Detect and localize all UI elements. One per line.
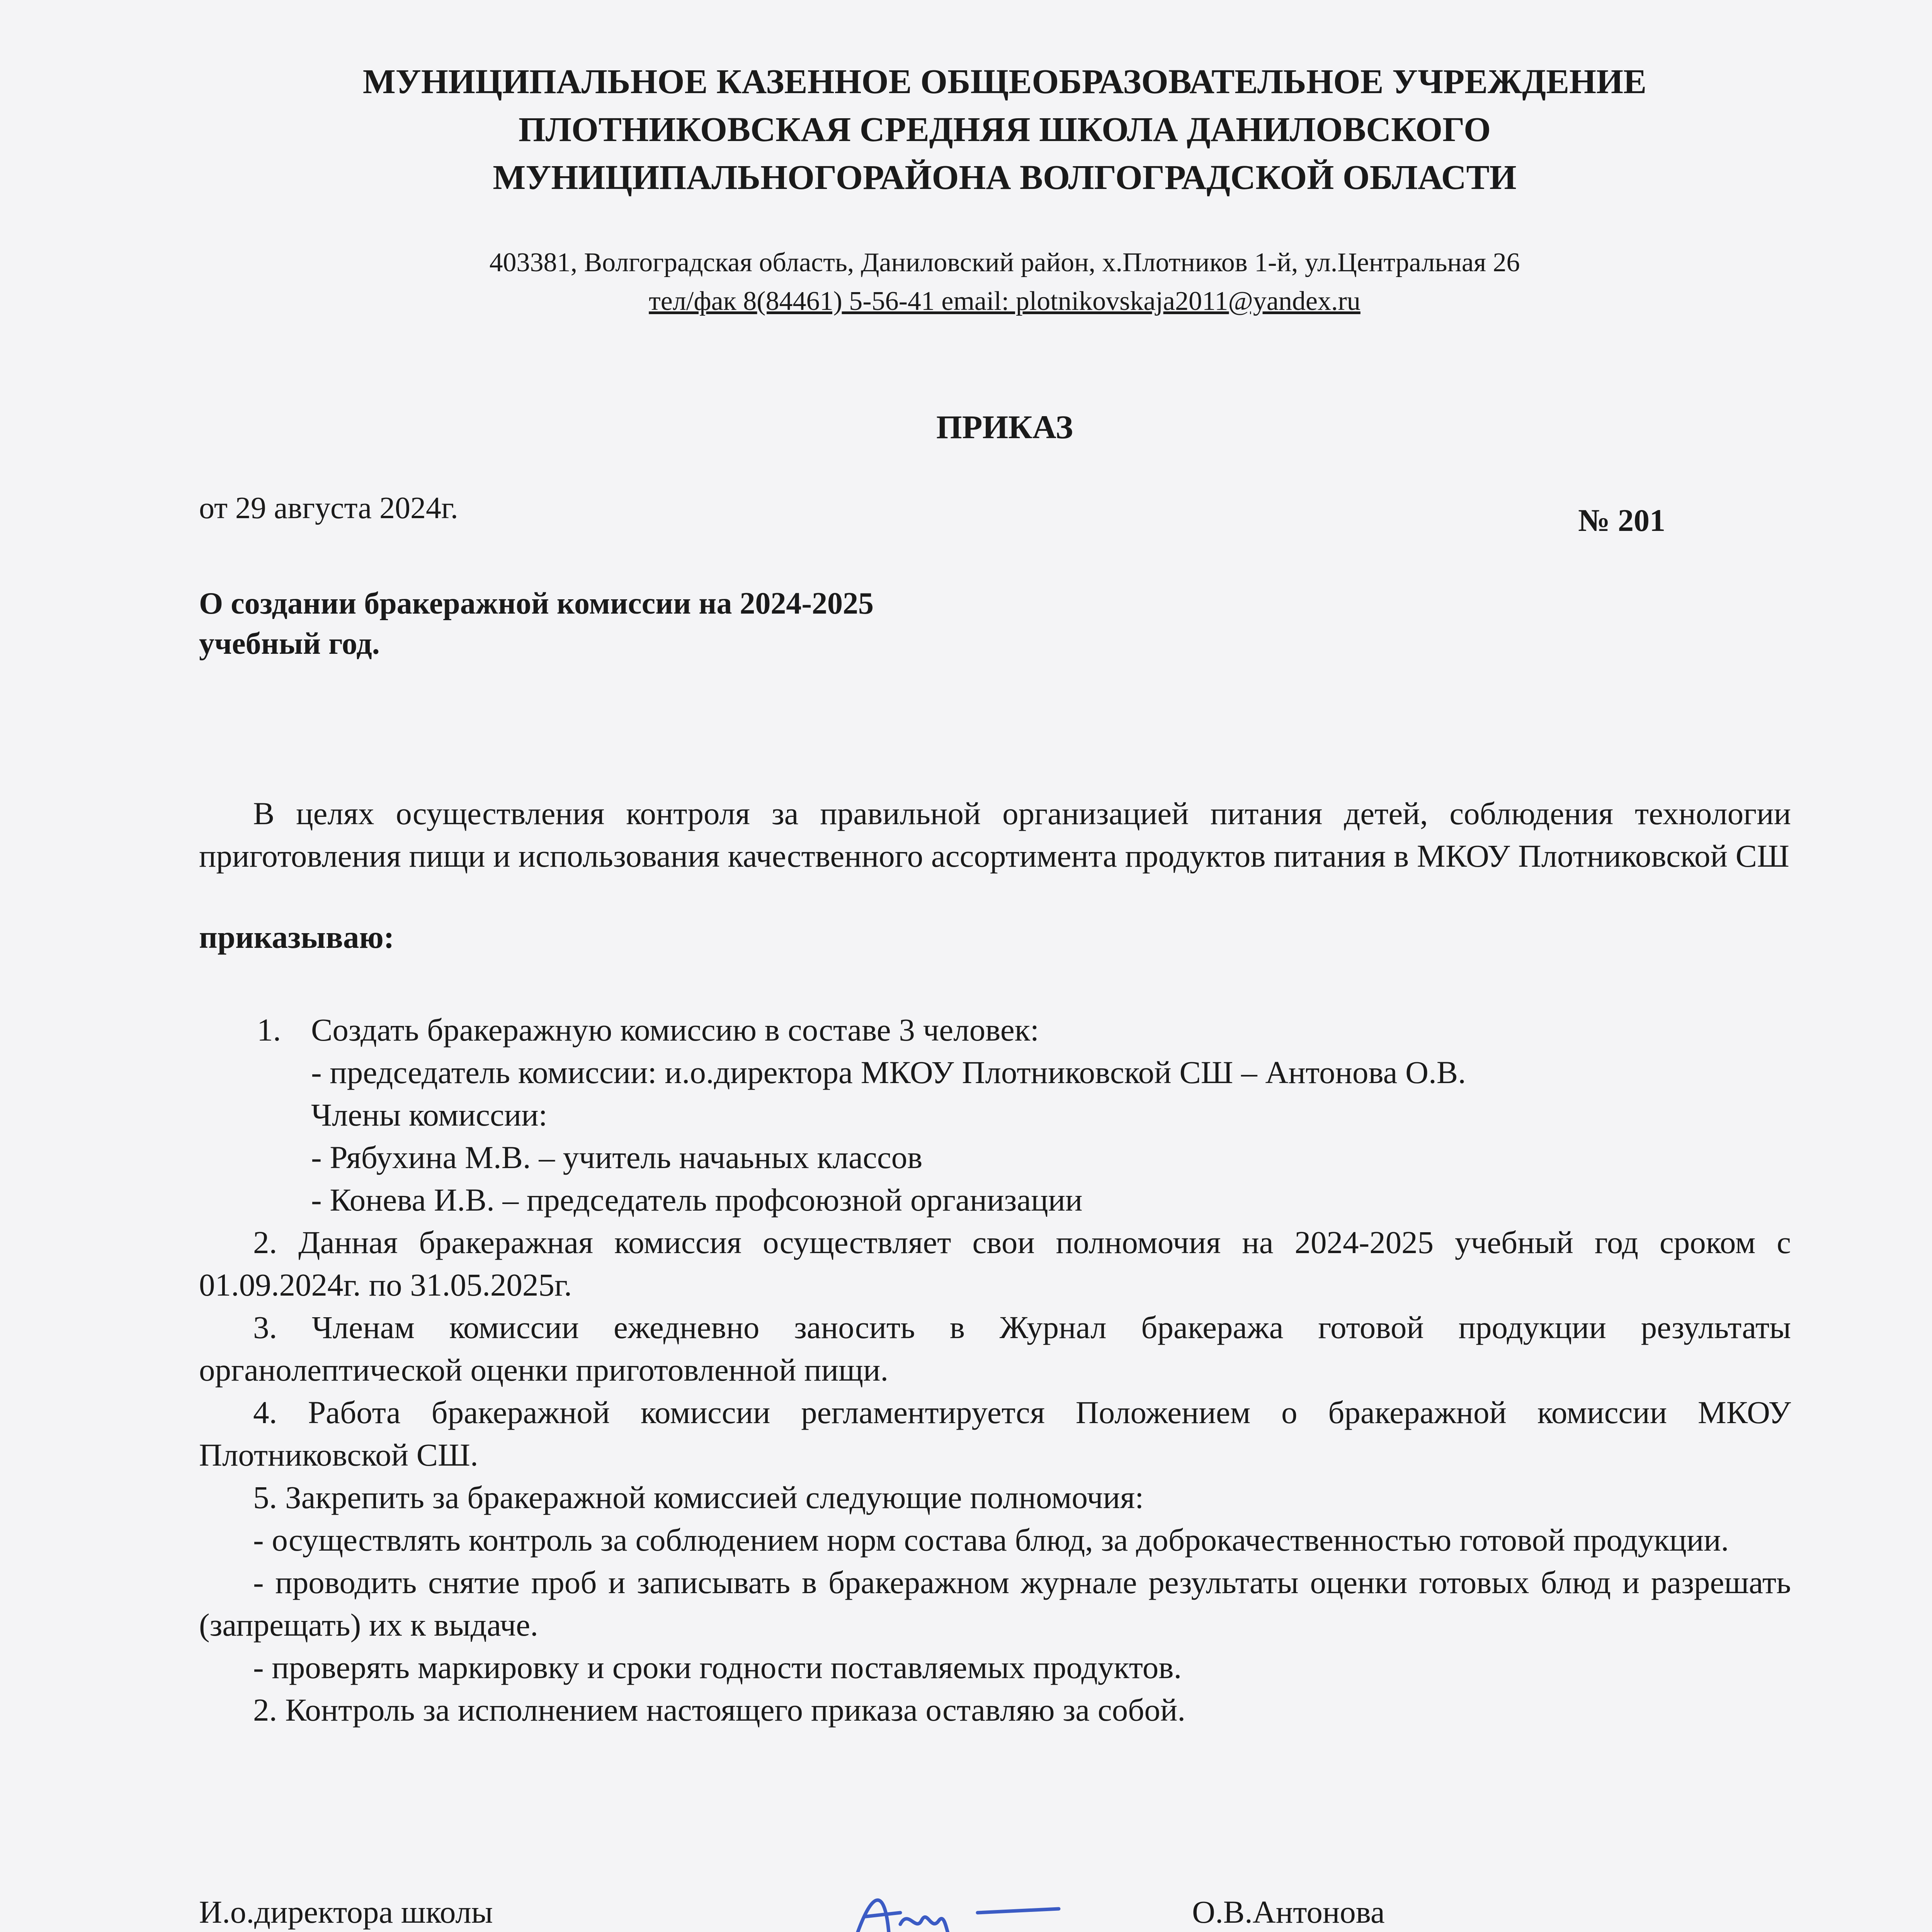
item-5: 5. Закрепить за бракеражной комиссией следующие полномочия: (253, 1480, 1144, 1515)
order-date: от 29 августа 2024г. (199, 491, 458, 525)
subject-line-2: учебный год. (199, 627, 380, 661)
item-1-number: 1. (257, 1012, 281, 1048)
order-number: № 201 (1578, 503, 1665, 538)
item-6 (199, 1689, 1791, 1731)
item-1 (199, 1009, 1791, 1051)
signatory-name: О.В.Антонова (1192, 1894, 1385, 1930)
order-body (199, 792, 1791, 1731)
item-1-chair: - председатель комиссии: и.о.директора МКОУ Плотниковской СШ – Антонова О.В. (311, 1054, 1466, 1090)
postal-address: 403381, Волгоградская область, Даниловский район, х.Плотников 1-й, ул.Центральная 26 (489, 248, 1520, 277)
director-signature (850, 1874, 1066, 1932)
address-block (155, 243, 1855, 321)
org-line-2: ПЛОТНИКОВСКАЯ СРЕДНЯЯ ШКОЛА ДАНИЛОВСКОГО (518, 111, 1491, 149)
order-word: приказываю: (199, 919, 395, 955)
item-1-member-1: - Рябухина М.В. – учитель начаьных классов (311, 1139, 923, 1175)
document-title: ПРИКАЗ (936, 408, 1073, 446)
item-6-text: Контроль за исполнением настоящего приказа оставляю за собой. (285, 1692, 1185, 1728)
org-line-1: МУНИЦИПАЛЬНОЕ КАЗЕННОЕ ОБЩЕОБРАЗОВАТЕЛЬНОЕ УЧРЕЖДЕНИЕ (362, 63, 1647, 101)
item-5-c: - проверять маркировку и сроки годности поставляемых продуктов. (253, 1650, 1182, 1685)
item-1-member-2: - Конева И.В. – председатель профсоюзной организации (311, 1182, 1083, 1218)
item-3: 3. Членам комиссии ежедневно заносить в Журнал бракеража готовой продукции результаты органолептической оценки приготовленной пищи. (199, 1310, 1791, 1388)
item-5-b: - проводить снятие проб и записывать в бракеражном журнале результаты оценки готовых блюд и разрешать (запрещать) их к выдаче. (199, 1565, 1791, 1643)
item-4: 4. Работа бракеражной комиссии регламентируется Положением о бракеражной комиссии МКОУ Плотниковской СШ. (199, 1395, 1791, 1473)
order-subject (199, 583, 874, 664)
item-2: 2. Данная бракеражная комиссия осуществляет свои полномочия на 2024-2025 учебный год сроком с 01.09.2024г. по 31.05.2025г. (199, 1225, 1791, 1303)
signatory-position: И.о.директора школы (199, 1894, 493, 1930)
contact-line: тел/фак 8(84461) 5-56-41 email: plotnikovskaja2011@yandex.ru (649, 286, 1361, 316)
item-5-a: - осуществлять контроль за соблюдением норм состава блюд, за доброкачественностью готовой продукции. (253, 1522, 1729, 1558)
preamble: В целях осуществления контроля за правильной организацией питания детей, соблюдения технологии приготовления пищи и использования качественного ассортимента продуктов питания в МКОУ Плотниковской СШ (199, 796, 1791, 874)
organization-header (155, 58, 1855, 202)
subject-line-1: О создании бракеражной комиссии на 2024-2025 (199, 587, 874, 621)
item-6-number: 2. (253, 1692, 277, 1728)
org-line-3: МУНИЦИПАЛЬНОГОРАЙОНА ВОЛГОГРАДСКОЙ ОБЛАСТИ (493, 158, 1517, 197)
item-1-text: Создать бракеражную комиссию в составе 3 человек: (311, 1012, 1039, 1048)
item-1-members-label: Члены комиссии: (311, 1097, 548, 1133)
